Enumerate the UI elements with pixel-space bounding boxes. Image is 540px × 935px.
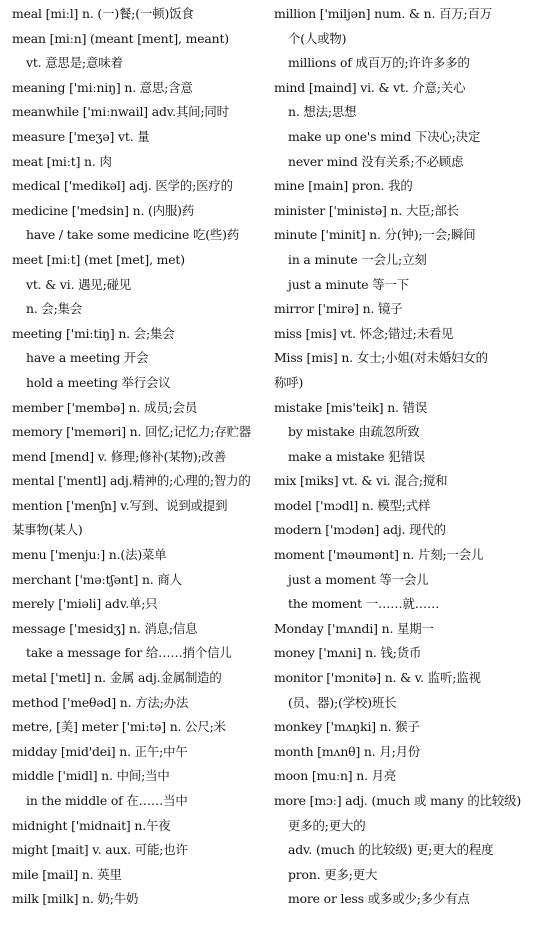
dictionary-entry: meat [miːt] n. 肉	[12, 153, 112, 169]
dictionary-entry: meaning ['miːniŋ] n. 意思;含意	[12, 79, 193, 95]
dictionary-subentry: take a message for 给……捎个信儿	[26, 645, 232, 661]
dictionary-entry: moon [muːn] n. 月亮	[274, 768, 397, 784]
dictionary-subentry: adv. (much 的比较级) 更;更大的程度	[288, 842, 494, 858]
dictionary-entry: member ['membə] n. 成员;会员	[12, 399, 198, 415]
dictionary-entry: month [mʌnθ] n. 月;月份	[274, 743, 421, 759]
dictionary-entry: 称呼)	[274, 374, 304, 390]
dictionary-entry: medical ['medikəl] adj. 医学的;医疗的	[12, 178, 233, 194]
dictionary-subentry: hold a meeting 举行会议	[26, 374, 171, 390]
dictionary-entry: Monday ['mʌndi] n. 星期一	[274, 620, 434, 636]
dictionary-subentry: just a moment 等一会儿	[288, 571, 429, 587]
dictionary-subentry: have / take some medicine 吃(些)药	[26, 227, 240, 243]
dictionary-entry: milk [milk] n. 奶;牛奶	[12, 891, 139, 907]
dictionary-entry: metre, [美] meter ['miːtə] n. 公尺;米	[12, 719, 226, 735]
dictionary-entry: minute ['minit] n. 分(钟);一会;瞬间	[274, 227, 476, 243]
dictionary-entry: meal [miːl] n. (一)餐;(一顿)饭食	[12, 6, 194, 21]
dictionary-entry: merchant ['məːtʃənt] n. 商人	[12, 571, 182, 587]
dictionary-entry: mental ['mentl] adj.精神的;心理的;智力的	[12, 473, 251, 489]
dictionary-entry: middle ['midl] n. 中间;当中	[12, 768, 170, 784]
dictionary-subentry: (员、器);(学校)班长	[288, 694, 397, 710]
dictionary-subentry: by mistake 由疏忽所致	[288, 424, 420, 440]
dictionary-entry: merely ['miəli] adv.单;只	[12, 596, 158, 612]
dictionary-entry: million ['miljən] num. & n. 百万;百万	[274, 6, 493, 21]
dictionary-entry: 某事物(某人)	[12, 522, 83, 538]
dictionary-entry: memory ['meməri] n. 回忆;记忆力;存贮器	[12, 424, 252, 440]
dictionary-entry: menu ['menjuː] n.(法)菜单	[12, 547, 167, 563]
dictionary-entry: mirror ['mirə] n. 镜子	[274, 301, 403, 317]
dictionary-subentry: n. 会;集会	[26, 301, 83, 317]
dictionary-entry: money ['mʌni] n. 钱;货币	[274, 645, 422, 661]
dictionary-entry: meanwhile ['miːnwail] adv.其间;同时	[12, 104, 229, 120]
dictionary-entry: meet [miːt] (met [met], met)	[12, 251, 185, 267]
dictionary-subentry: make up one's mind 下决心;决定	[288, 128, 481, 144]
dictionary-entry: monitor ['mɔnitə] n. & v. 监听;监视	[274, 670, 481, 686]
dictionary-entry: mistake [mis'teik] n. 错误	[274, 399, 428, 415]
right-column	[274, 2, 536, 912]
left-column	[12, 2, 267, 912]
dictionary-subentry: the moment 一……就……	[288, 596, 440, 612]
dictionary-entry: model ['mɔdl] n. 模型;式样	[274, 497, 431, 513]
dictionary-subentry: in a minute 一会儿;立刻	[288, 251, 427, 267]
dictionary-entry: medicine ['medsin] n. (内服)药	[12, 202, 195, 218]
dictionary-subentry: vt. & vi. 遇见;碰见	[26, 276, 132, 292]
dictionary-subentry: never mind 没有关系;不必顾虑	[288, 153, 464, 169]
dictionary-subentry: 更多的;更大的	[288, 817, 366, 833]
dictionary-subentry: in the middle of 在……当中	[26, 793, 188, 808]
dictionary-subentry: more or less 或多或少;多少有点	[288, 891, 470, 907]
dictionary-entry: mine [main] pron. 我的	[274, 178, 413, 194]
dictionary-entry: method ['meθəd] n. 方法;办法	[12, 694, 189, 710]
dictionary-entry: mix [miks] vt. & vi. 混合;搅和	[274, 473, 448, 489]
dictionary-entry: mile [mail] n. 英里	[12, 866, 122, 882]
dictionary-entry: mind [maind] vi. & vt. 介意;关心	[274, 79, 466, 95]
dictionary-subentry: just a minute 等一下	[288, 276, 409, 292]
dictionary-entry: meeting ['miːtiŋ] n. 会;集会	[12, 325, 175, 341]
dictionary-entry: mean [miːn] (meant [ment], meant)	[12, 30, 229, 46]
dictionary-subentry: 个(人或物)	[288, 30, 347, 46]
dictionary-entry: midday [mid'dei] n. 正午;中午	[12, 743, 188, 759]
dictionary-entry: midnight ['midnait] n.午夜	[12, 817, 171, 833]
dictionary-entry: more [mɔː] adj. (much 或 many 的比较级)	[274, 793, 522, 808]
dictionary-subentry: make a mistake 犯错误	[288, 448, 425, 464]
dictionary-entry: mend [mend] v. 修理;修补(某物);改善	[12, 448, 227, 464]
dictionary-entry: message ['mesidʒ] n. 消息;信息	[12, 620, 198, 636]
dictionary-subentry: vt. 意思是;意味着	[26, 55, 123, 71]
dictionary-entry: measure ['meʒə] vt. 量	[12, 128, 150, 144]
dictionary-entry: might [mait] v. aux. 可能;也许	[12, 842, 188, 858]
dictionary-subentry: millions of 成百万的;许许多多的	[288, 55, 470, 71]
dictionary-entry: modern ['mɔdən] adj. 现代的	[274, 522, 446, 538]
dictionary-subentry: pron. 更多;更大	[288, 866, 378, 882]
dictionary-entry: miss [mis] vt. 怀念;错过;未看见	[274, 325, 454, 341]
dictionary-subentry: n. 想法;思想	[288, 104, 357, 120]
dictionary-entry: metal ['metl] n. 金属 adj.金属制造的	[12, 670, 222, 686]
dictionary-entry: minister ['ministə] n. 大臣;部长	[274, 202, 459, 218]
dictionary-entry: Miss [mis] n. 女士;小姐(对未婚妇女的	[274, 350, 488, 366]
dictionary-entry: mention ['menʃn] v.写到、说到或提到	[12, 497, 228, 513]
dictionary-entry: moment ['məumənt] n. 片刻;一会儿	[274, 547, 484, 563]
dictionary-entry: monkey ['mʌŋki] n. 猴子	[274, 719, 420, 735]
dictionary-subentry: have a meeting 开会	[26, 350, 149, 366]
